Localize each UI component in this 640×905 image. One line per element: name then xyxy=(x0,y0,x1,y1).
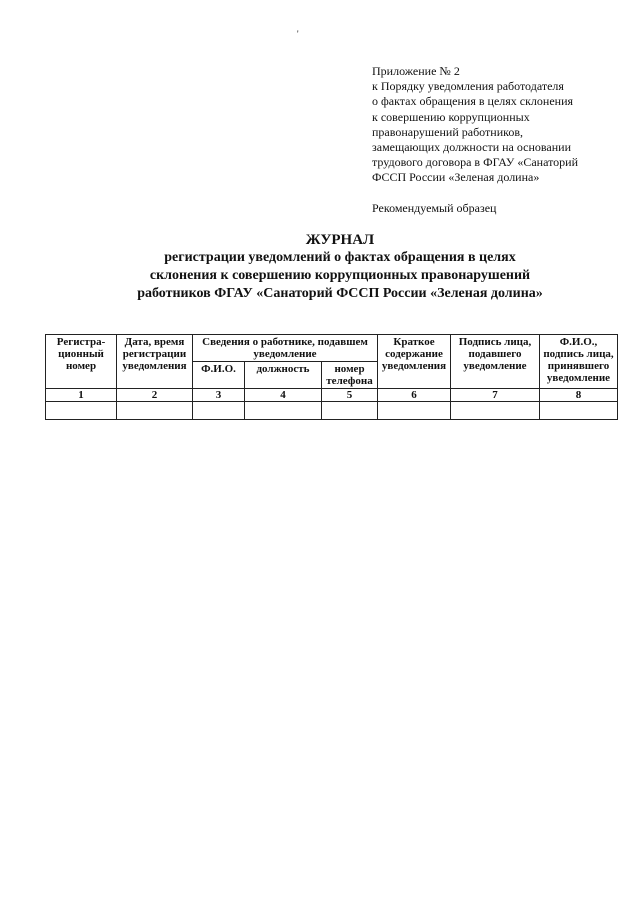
entry-cell xyxy=(193,402,245,420)
column-number: 5 xyxy=(322,389,378,402)
col-header-employee-info: Сведения о работнике, подавшем уведомление xyxy=(193,335,378,362)
appendix-note xyxy=(372,64,632,186)
appendix-line: к Порядку уведомления работодателя xyxy=(372,79,564,94)
empty-entry-row xyxy=(46,402,618,420)
appendix-line: о фактах обращения в целях склонения xyxy=(372,94,574,109)
sample-label: Рекомендуемый образец xyxy=(372,201,497,215)
appendix-line: правонарушений работников, xyxy=(372,124,524,139)
header-row xyxy=(46,335,618,362)
col-header-receiver: Ф.И.О., подпись лица, принявшего уведомление xyxy=(540,335,618,389)
col-header-summary: Краткое содержание уведомления xyxy=(378,335,451,389)
entry-cell xyxy=(117,402,193,420)
appendix-line: замещающих должности на основании xyxy=(372,140,572,155)
journal-heading: ЖУРНАЛ xyxy=(305,232,375,248)
appendix-line: трудового договора в ФГАУ «Санаторий xyxy=(372,155,579,170)
column-number: 2 xyxy=(117,389,193,402)
appendix-line: Приложение № 2 xyxy=(372,64,460,78)
journal-subtitle-line: работников ФГАУ «Санаторий ФССП России «Зеленая долина» xyxy=(137,286,543,301)
col-header-submitter-signature: Подпись лица, подавшего уведомление xyxy=(451,335,540,389)
entry-cell xyxy=(451,402,540,420)
scan-mark: ' xyxy=(297,29,299,39)
entry-cell xyxy=(245,402,322,420)
entry-cell xyxy=(540,402,618,420)
entry-cell xyxy=(378,402,451,420)
journal-title xyxy=(60,231,620,303)
column-number: 8 xyxy=(540,389,618,402)
entry-cell xyxy=(46,402,117,420)
entry-cell xyxy=(322,402,378,420)
column-number: 7 xyxy=(451,389,540,402)
col-header-fio: Ф.И.О. xyxy=(193,362,245,389)
journal-subtitle-line: регистрации уведомлений о фактах обращения в целях xyxy=(164,250,516,265)
column-number: 4 xyxy=(245,389,322,402)
column-number: 3 xyxy=(193,389,245,402)
appendix-line: к совершению коррупционных xyxy=(372,109,530,124)
column-number: 1 xyxy=(46,389,117,402)
journal-subtitle-line: склонения к совершению коррупционных правонарушений xyxy=(149,268,531,283)
col-header-phone: номер телефона xyxy=(322,362,378,389)
col-header-position: должность xyxy=(245,362,322,389)
appendix-line: ФССП России «Зеленая долина» xyxy=(372,170,540,185)
column-number: 6 xyxy=(378,389,451,402)
col-header-date-time: Дата, время регистрации уведомления xyxy=(117,335,193,389)
column-number-row xyxy=(46,389,618,402)
journal-table xyxy=(45,334,618,420)
col-header-reg-number: Регистра-ционный номер xyxy=(46,335,117,389)
